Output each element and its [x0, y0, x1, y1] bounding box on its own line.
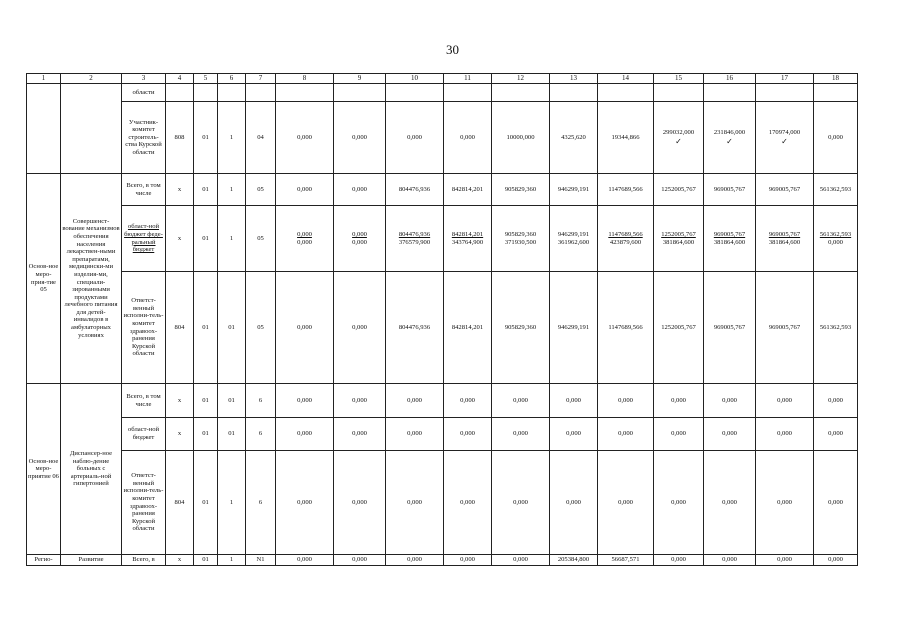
cell-value: 0,000 [756, 555, 814, 566]
cell-value: 170974,000 [768, 129, 801, 137]
cell-value: 205384,800 [550, 555, 598, 566]
cell-value: 0,000 [756, 384, 814, 418]
regional-value: 842814,201 [451, 230, 484, 238]
cell-value: 1 [218, 206, 246, 272]
cell-value: 1 [218, 555, 246, 566]
cell-value: 1 [218, 174, 246, 206]
table-row [27, 451, 858, 555]
col-header: 12 [492, 74, 550, 84]
cell-value: 0,000 [492, 555, 550, 566]
cell-value: 0,000 [276, 384, 334, 418]
col-header: 15 [654, 74, 704, 84]
cell-empty [61, 84, 122, 174]
col-header: 7 [246, 74, 276, 84]
cell-value: 0,000 [276, 272, 334, 384]
regional-value: 0,000 [297, 230, 312, 238]
measure-description: Совершенст-вование механизмов обеспечения населения лекарствен-ными препаратами, медицински-ми изделия-ми, специали-зированными продуктами лечебного питания для детей-инвалидов в амбулаторных условиях [61, 174, 122, 384]
cell-value: 1252005,767 [654, 174, 704, 206]
cell-value: 0,000 [334, 102, 386, 174]
regional-value: 1252005,767 [661, 230, 696, 238]
cell-value: 0,000 [334, 174, 386, 206]
cell-value: 0,000 [334, 272, 386, 384]
checkmark-icon: ✓ [675, 136, 682, 146]
table-row [27, 384, 858, 418]
table-row [27, 555, 858, 566]
table-row [27, 102, 858, 174]
cell-value: 0,000 [492, 451, 550, 555]
regional-value: 969005,767 [768, 230, 801, 238]
cell-source: Участник-комитет строитель-ства Курской области [122, 102, 166, 174]
cell-value: х [166, 206, 194, 272]
federal-value: 381864,600 [768, 238, 801, 246]
cell-value: 0,000 [814, 418, 858, 451]
federal-value: 0,000 [297, 238, 312, 246]
cell-value: 05 [246, 174, 276, 206]
cell-value: 0,000 [386, 384, 444, 418]
cell-value: 842814,201 [444, 174, 492, 206]
cell-value: 6 [246, 384, 276, 418]
federal-value: 423879,600 [609, 238, 642, 246]
cell-value: 01 [194, 206, 218, 272]
cell-value: 969005,767 [756, 174, 814, 206]
cell-value: 0,000 [704, 384, 756, 418]
col-header: 2 [61, 74, 122, 84]
cell-value: 10000,000 [492, 102, 550, 174]
cell-value: 0,000 [814, 102, 858, 174]
federal-value: 0,000 [828, 238, 843, 246]
cell-value: 969005,767 [756, 272, 814, 384]
regional-value: 905829,360 [504, 230, 537, 238]
col-header: 11 [444, 74, 492, 84]
cell-value: 561362,593 [814, 174, 858, 206]
cell-source: Всего, в [122, 555, 166, 566]
measure-name: Основ-ное меро-прия-тие 05 [27, 174, 61, 384]
cell-value: 01 [194, 418, 218, 451]
cell-value: 0,000 [444, 418, 492, 451]
federal-value: 376579,900 [398, 238, 431, 246]
cell-value: 842814,201 [444, 272, 492, 384]
measure-name: Регио- [27, 555, 61, 566]
cell-value: 905829,360 [492, 272, 550, 384]
cell-value: 946299,191 [550, 272, 598, 384]
cell-value: 231846,000 [713, 129, 746, 137]
cell-value: 0,000 [598, 418, 654, 451]
cell-value: 01 [218, 384, 246, 418]
cell-value: 804 [166, 272, 194, 384]
cell-value: 0,000 [814, 384, 858, 418]
cell-source: Ответст-венный исполни-тель-комитет здравоох-ранения Курской области [122, 451, 166, 555]
cell-value: 0,000 [276, 174, 334, 206]
cell-value: 01 [194, 174, 218, 206]
cell-value: 0,000 [756, 451, 814, 555]
cell-value: 0,000 [334, 418, 386, 451]
cell-value: 0,000 [550, 384, 598, 418]
cell-value: 804476,936 [386, 272, 444, 384]
cell-value: 1147689,566 [598, 174, 654, 206]
cell-value: 0,000 [444, 384, 492, 418]
col-header: 1 [27, 74, 61, 84]
col-header: 6 [218, 74, 246, 84]
measure-description: Диспансер-ное наблю-дение больных с артериаль-ной гипертонией [61, 384, 122, 555]
cell-value: 969005,767 [704, 272, 756, 384]
table-row [27, 206, 858, 272]
cell-value: 0,000 [704, 555, 756, 566]
cell-value: 0,000 [550, 451, 598, 555]
col-header: 8 [276, 74, 334, 84]
regional-value: 1147689,566 [608, 230, 643, 238]
cell-value: 0,000 [276, 102, 334, 174]
table-row [27, 174, 858, 206]
cell-value: 01 [218, 272, 246, 384]
cell-value: 05 [246, 272, 276, 384]
table-row [27, 418, 858, 451]
cell-value: х [166, 384, 194, 418]
col-header: 14 [598, 74, 654, 84]
cell-value: 0,000 [334, 451, 386, 555]
col-header: 16 [704, 74, 756, 84]
table-row [27, 272, 858, 384]
cell-value: 808 [166, 102, 194, 174]
cell-empty [27, 84, 61, 174]
cell-value: 6 [246, 451, 276, 555]
cell-value: 01 [194, 384, 218, 418]
cell-value: 0,000 [756, 418, 814, 451]
column-number-row [27, 74, 858, 84]
federal-value: 361962,600 [557, 238, 590, 246]
federal-value: 371930,500 [504, 238, 537, 246]
cell-value: 1 [218, 451, 246, 555]
cell-source: област-ной бюджет [122, 418, 166, 451]
budget-table [26, 73, 858, 566]
cell-value: 01 [194, 272, 218, 384]
col-header: 9 [334, 74, 386, 84]
cell-value: 0,000 [386, 418, 444, 451]
cell-value: 1252005,767 [654, 272, 704, 384]
cell-value: 299032,000 [662, 129, 695, 137]
regional-value: 946299,191 [557, 230, 590, 238]
cell-value: 1147689,566 [598, 272, 654, 384]
regional-value: 0,000 [352, 230, 367, 238]
cell-value: 0,000 [334, 555, 386, 566]
cell-value: 0,000 [276, 555, 334, 566]
cell-value: 0,000 [444, 555, 492, 566]
cell-value: 0,000 [444, 102, 492, 174]
page-number: 30 [446, 42, 459, 57]
cell-value: 804476,936 [386, 174, 444, 206]
col-header: 17 [756, 74, 814, 84]
measure-name: Основ-ное меро-приятие 06 [27, 384, 61, 555]
cell-value: 01 [194, 555, 218, 566]
cell-value: х [166, 174, 194, 206]
cell-value: 0,000 [654, 451, 704, 555]
cell-value: 6 [246, 418, 276, 451]
col-header: 5 [194, 74, 218, 84]
cell-source: Ответст-венный исполни-тель-комитет здравоох-ранения Курской области [122, 272, 166, 384]
checkmark-icon: ✓ [726, 136, 733, 146]
cell-value: 0,000 [654, 384, 704, 418]
cell-value: 1 [218, 102, 246, 174]
cell-value: 0,000 [598, 451, 654, 555]
regional-value: 969005,767 [713, 230, 746, 238]
cell-source: област-ной бюджет феде-ральный бюджет [122, 206, 166, 272]
cell-value: 0,000 [704, 418, 756, 451]
federal-value: 381864,600 [713, 238, 746, 246]
table-row [27, 84, 858, 102]
col-header: 3 [122, 74, 166, 84]
checkmark-icon: ✓ [781, 136, 788, 146]
cell-value: 0,000 [550, 418, 598, 451]
cell-value: 804 [166, 451, 194, 555]
col-header: 4 [166, 74, 194, 84]
cell-value: 0,000 [598, 384, 654, 418]
cell-value: 946299,191 [550, 174, 598, 206]
cell-value: 0,000 [814, 451, 858, 555]
cell-value: 0,000 [654, 555, 704, 566]
cell-value: 969005,767 [704, 174, 756, 206]
cell-value: 04 [246, 102, 276, 174]
cell-value: 01 [194, 102, 218, 174]
cell-value-marked [654, 102, 704, 174]
cell-value: 0,000 [814, 555, 858, 566]
cell-value: 905829,360 [492, 174, 550, 206]
cell-value: 01 [194, 451, 218, 555]
cell-value: 01 [218, 418, 246, 451]
cell-value: 0,000 [444, 451, 492, 555]
regional-value: 561362,593 [819, 230, 852, 238]
cell-source: области [122, 84, 166, 102]
cell-value: 19344,866 [598, 102, 654, 174]
cell-value: х [166, 555, 194, 566]
cell-value: 0,000 [276, 418, 334, 451]
cell-value: 0,000 [386, 451, 444, 555]
cell-value: N1 [246, 555, 276, 566]
measure-description: Развитие [61, 555, 122, 566]
cell-value: 05 [246, 206, 276, 272]
cell-value-marked [704, 102, 756, 174]
cell-value: 0,000 [276, 451, 334, 555]
federal-value: 343764,900 [451, 238, 484, 246]
cell-value: 0,000 [386, 555, 444, 566]
cell-value: 0,000 [334, 384, 386, 418]
cell-value: х [166, 418, 194, 451]
cell-value: 4325,620 [550, 102, 598, 174]
cell-value-marked [756, 102, 814, 174]
cell-source: Всего, в том числе [122, 174, 166, 206]
cell-value: 561362,593 [814, 272, 858, 384]
federal-value: 381864,600 [662, 238, 695, 246]
cell-value: 0,000 [492, 384, 550, 418]
cell-value: 0,000 [704, 451, 756, 555]
col-header: 10 [386, 74, 444, 84]
federal-value: 0,000 [352, 238, 367, 246]
regional-value: 804476,936 [398, 230, 431, 238]
col-header: 18 [814, 74, 858, 84]
cell-value: 0,000 [654, 418, 704, 451]
col-header: 13 [550, 74, 598, 84]
cell-value: 56687,571 [598, 555, 654, 566]
cell-source: Всего, в том числе [122, 384, 166, 418]
cell-value: 0,000 [386, 102, 444, 174]
cell-value: 0,000 [492, 418, 550, 451]
